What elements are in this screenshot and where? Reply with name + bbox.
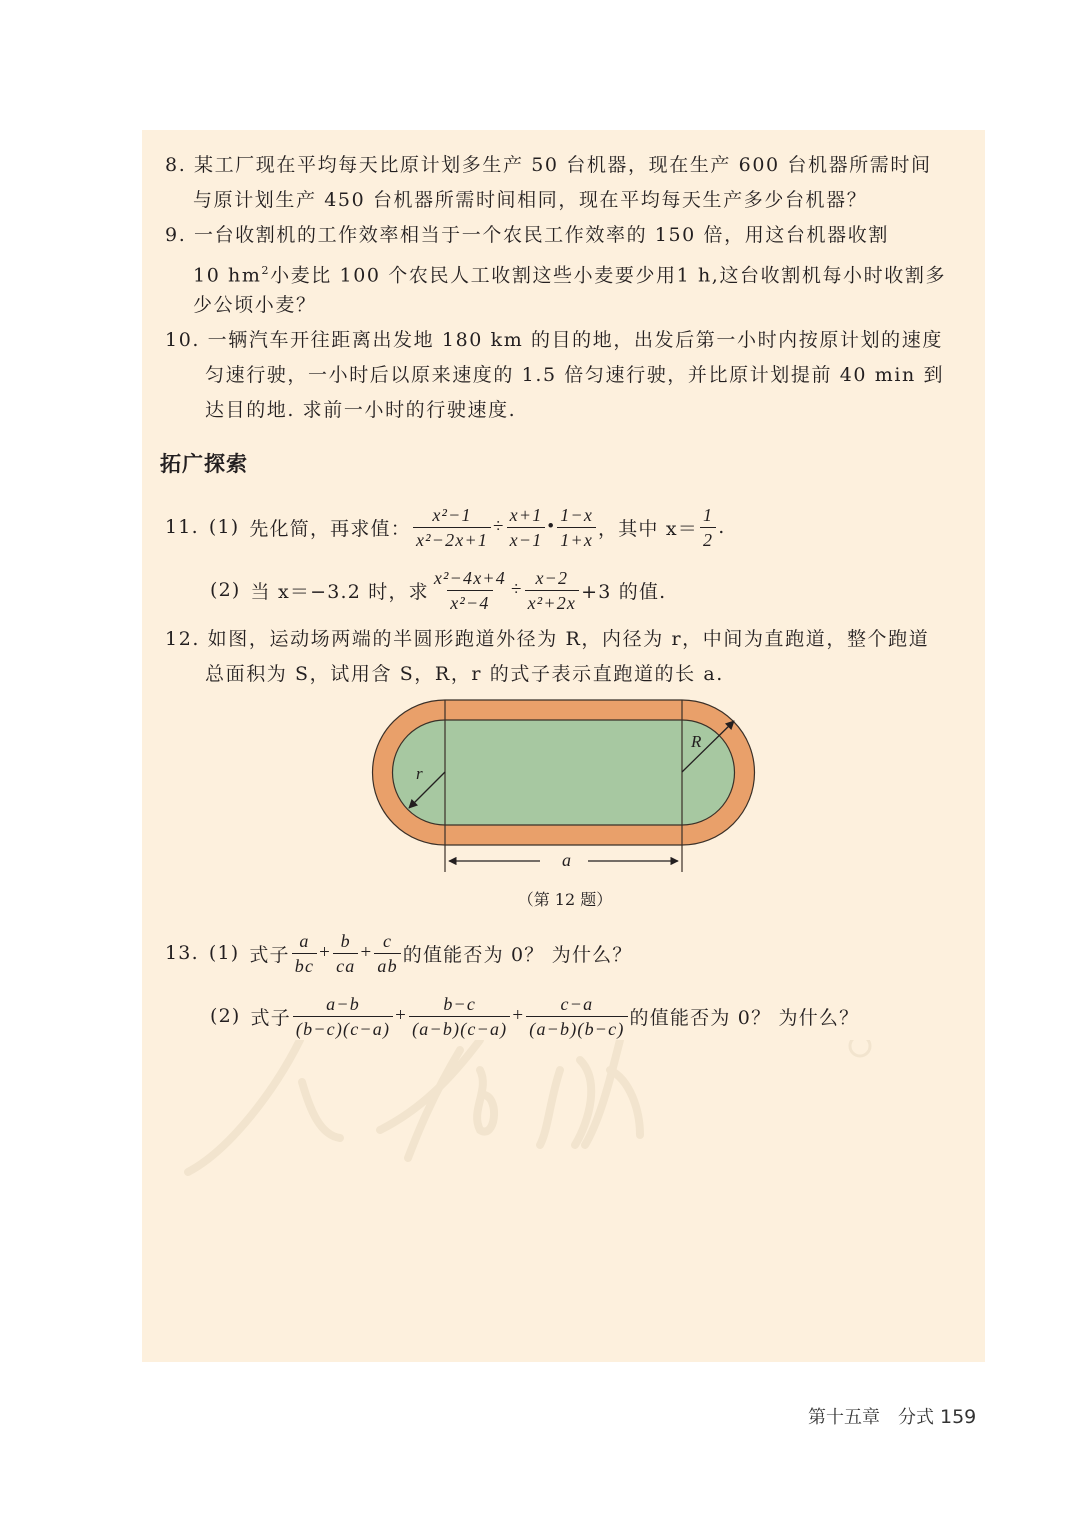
numerator: b bbox=[340, 930, 351, 951]
divide-operator: ÷ bbox=[510, 579, 523, 600]
problem-10-line-1 bbox=[165, 323, 943, 358]
figure-caption bbox=[0, 887, 1080, 910]
fraction-3 bbox=[557, 506, 596, 549]
area-unit-exponent: 2 bbox=[261, 264, 271, 277]
numerator: a−b bbox=[326, 993, 360, 1014]
question-text: 的值能否为 0？ 为什么？ bbox=[402, 943, 633, 966]
area-unit: 10 hm bbox=[193, 264, 262, 287]
problem-13-part-1 bbox=[165, 927, 633, 979]
problem-12-number: 12. bbox=[165, 628, 201, 650]
numerator: 1 bbox=[703, 504, 714, 525]
denominator: (a−b)(c−a) bbox=[409, 1016, 510, 1038]
problem-11-number: 11. bbox=[165, 516, 199, 538]
denominator: x²−2x+1 bbox=[413, 527, 491, 549]
problem-8-line-1 bbox=[165, 148, 932, 183]
chapter-label: 第十五章 bbox=[808, 1407, 880, 1428]
fraction-1 bbox=[413, 506, 491, 549]
problem-9-text-cont: 小麦比 100 个农民人工收割这些小麦要少用1 h,这台收割机每小时收割多 bbox=[270, 264, 947, 287]
plus-operator: + bbox=[319, 942, 332, 963]
suffix-text: +3 的值. bbox=[581, 580, 667, 603]
problem-8-text: 某工厂现在平均每天比原计划多生产 50 台机器，现在生产 600 台机器所需时间 bbox=[193, 154, 932, 176]
denominator: ca bbox=[333, 953, 358, 975]
numerator: x+1 bbox=[509, 504, 543, 525]
fraction-half bbox=[700, 506, 716, 549]
fraction-2 bbox=[409, 995, 510, 1038]
problem-10-line-2: 匀速行驶，一小时后以原来速度的 1.5 倍匀速行驶，并比原计划提前 40 min 到 bbox=[205, 364, 945, 386]
page-number: 159 bbox=[940, 1406, 977, 1428]
numerator: b−c bbox=[443, 993, 477, 1014]
label-outer-radius: R bbox=[691, 732, 702, 751]
numerator: 1−x bbox=[560, 504, 594, 525]
fraction-a-bc bbox=[292, 932, 317, 975]
denominator: ab bbox=[374, 953, 400, 975]
denominator: 1+x bbox=[557, 527, 596, 549]
question-text: 的值能否为 0？ 为什么？ bbox=[629, 1006, 860, 1029]
problem-8-line-2: 与原计划生产 450 台机器所需时间相同，现在平均每天生产多少台机器？ bbox=[193, 189, 868, 211]
fraction-1 bbox=[293, 995, 393, 1038]
problem-13-number: 13. bbox=[165, 942, 199, 964]
fraction-3 bbox=[526, 995, 627, 1038]
denominator: 2 bbox=[700, 527, 716, 549]
problem-10-number: 10. bbox=[165, 329, 201, 351]
denominator: (a−b)(b−c) bbox=[526, 1016, 627, 1038]
period: . bbox=[718, 516, 726, 538]
problem-12-line-2: 总面积为 S，试用含 S，R，r 的式子表示直跑道的长 a. bbox=[205, 663, 724, 685]
multiply-operator: • bbox=[547, 516, 556, 537]
plus-operator: + bbox=[512, 1005, 525, 1026]
caption-text: （第 12 题） bbox=[517, 890, 613, 909]
numerator: x²−1 bbox=[432, 504, 472, 525]
denominator: x²+2x bbox=[525, 590, 580, 612]
part-label: (2) bbox=[210, 1005, 241, 1027]
instruction-text: 式子 bbox=[250, 1006, 291, 1029]
page-footer bbox=[808, 1403, 976, 1429]
fraction-2 bbox=[507, 506, 546, 549]
label-length-a: a bbox=[562, 850, 571, 870]
problem-9-text: 一台收割机的工作效率相当于一个农民工作效率的 150 倍，用这台机器收割 bbox=[193, 224, 889, 246]
instruction-text: 当 x＝−3.2 时，求 bbox=[250, 580, 429, 603]
publisher-watermark-icon bbox=[180, 1040, 900, 1200]
numerator: x²−4x+4 bbox=[433, 567, 506, 588]
instruction-text: 先化简，再求值： bbox=[249, 517, 411, 540]
problem-9-number: 9. bbox=[165, 224, 187, 246]
part-label: (1) bbox=[208, 516, 240, 538]
denominator: x²−4 bbox=[447, 590, 492, 612]
fraction-1 bbox=[431, 569, 509, 612]
chapter-topic: 分式 bbox=[898, 1407, 934, 1428]
plus-operator: + bbox=[395, 1005, 408, 1026]
numerator: c bbox=[382, 930, 393, 951]
problem-9-line-3: 少公顷小麦？ bbox=[193, 294, 317, 316]
numerator: a bbox=[299, 930, 310, 951]
condition-text: ，其中 x＝ bbox=[598, 517, 698, 540]
fraction-c-ab bbox=[374, 932, 400, 975]
denominator: (b−c)(c−a) bbox=[293, 1016, 393, 1038]
problem-12-text: 如图，运动场两端的半圆形跑道外径为 R，内径为 r，中间为直跑道，整个跑道 bbox=[207, 628, 930, 650]
part-label: (1) bbox=[208, 942, 240, 964]
problem-10-text: 一辆汽车开往距离出发地 180 km 的目的地，出发后第一小时内按原计划的速度 bbox=[207, 329, 943, 351]
divide-operator: ÷ bbox=[493, 516, 505, 537]
part-label: (2) bbox=[210, 579, 241, 601]
label-inner-radius: r bbox=[416, 764, 423, 783]
fraction-b-ca bbox=[333, 932, 358, 975]
problem-13-part-2 bbox=[210, 990, 859, 1042]
denominator: bc bbox=[292, 953, 317, 975]
section-heading: 拓广探索 bbox=[160, 452, 248, 476]
problem-11-part-1 bbox=[165, 500, 725, 554]
fraction-2 bbox=[525, 569, 580, 612]
problem-12-line-1 bbox=[165, 622, 929, 657]
problem-11-part-2 bbox=[210, 563, 666, 617]
numerator: c−a bbox=[560, 993, 594, 1014]
problem-10-line-3: 达目的地. 求前一小时的行驶速度. bbox=[205, 399, 517, 421]
problem-9-line-1 bbox=[165, 218, 889, 253]
numerator: x−2 bbox=[535, 567, 569, 588]
problem-8-number: 8. bbox=[165, 154, 187, 176]
plus-operator: + bbox=[360, 942, 373, 963]
instruction-text: 式子 bbox=[249, 943, 290, 966]
denominator: x−1 bbox=[507, 527, 546, 549]
